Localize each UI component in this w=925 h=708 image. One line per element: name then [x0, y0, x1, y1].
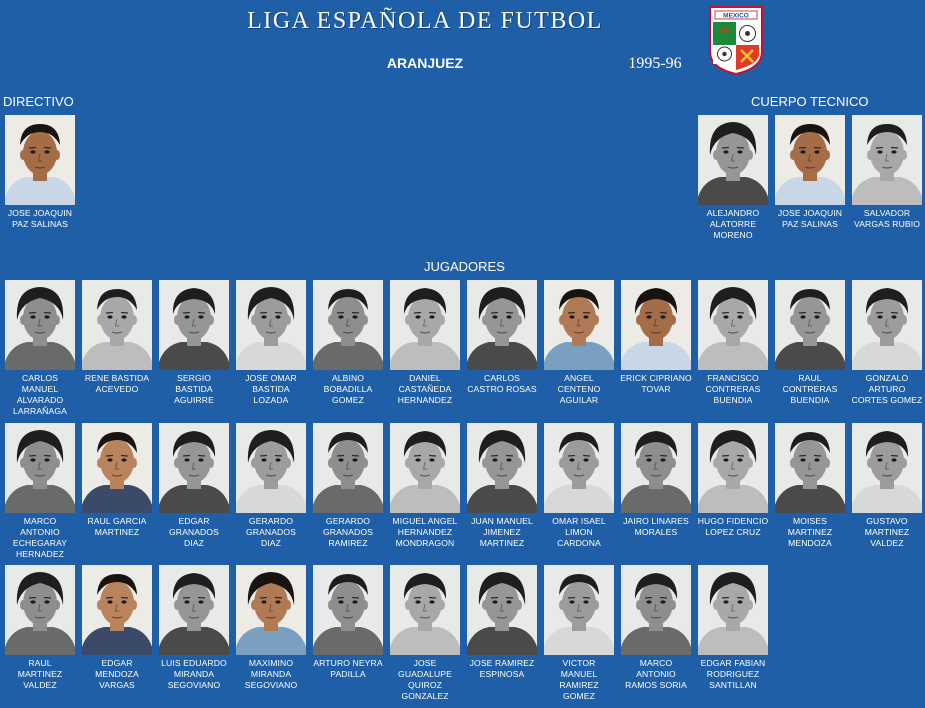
jugadores-card-carlos-castro-rosas: [465, 280, 539, 395]
person-name: CARLOS CASTRO ROSAS: [467, 373, 537, 394]
person-name: RAUL MARTINEZ VALDEZ: [17, 658, 63, 690]
portrait-photo: [698, 565, 768, 655]
person-name: JAIRO LINARES MORALES: [623, 516, 689, 537]
person-name: GONZALO ARTURO CORTES GOMEZ: [851, 373, 923, 405]
portrait-photo: [159, 565, 229, 655]
jugadores-card-moises-martinez-mendoza: [773, 423, 847, 549]
portrait-photo: [621, 565, 691, 655]
person-name: GUSTAVO MARTINEZ VALDEZ: [864, 516, 910, 548]
season-label: 1995-96: [628, 55, 682, 72]
jugadores-card-maximino-miranda-segoviano: [234, 565, 308, 691]
portrait-photo: [390, 423, 460, 513]
portrait-photo: [544, 280, 614, 370]
portrait-photo: [390, 565, 460, 655]
person-name: RAUL GARCIA MARTINEZ: [87, 516, 147, 537]
portrait-photo: [5, 423, 75, 513]
jugadores-heading: JUGADORES: [424, 259, 505, 274]
person-name: ALBINO BOBADILLA GOMEZ: [323, 373, 373, 405]
jugadores-card-gustavo-martinez-valdez: [850, 423, 924, 549]
portrait-photo: [621, 423, 691, 513]
portrait-photo: [852, 280, 922, 370]
person-name: VICTOR MANUEL RAMIREZ GOMEZ: [559, 658, 599, 701]
jugadores-card-raul-martinez-valdez: [3, 565, 77, 691]
jugadores-card-jairo-linares-morales: [619, 423, 693, 538]
jugadores-card-rene-bastida-acevedo: [80, 280, 154, 395]
person-name: JOSE OMAR BASTIDA LOZADA: [245, 373, 297, 405]
portrait-photo: [544, 423, 614, 513]
person-name: JOSE JOAQUIN PAZ SALINAS: [7, 208, 73, 229]
portrait-photo: [390, 280, 460, 370]
jugadores-card-daniel-castaneda-hernandez: [388, 280, 462, 406]
portrait-photo: [82, 280, 152, 370]
portrait-photo: [775, 423, 845, 513]
person-name: GERARDO GRANADOS RAMIREZ: [323, 516, 373, 548]
person-name: EDGAR MENDOZA VARGAS: [95, 658, 139, 690]
page-title: LIGA ESPAÑOLA DE FUTBOL: [247, 8, 603, 34]
portrait-photo: [467, 423, 537, 513]
person-name: ANGEL CENTENO AGUILAR: [557, 373, 601, 405]
portrait-photo: [5, 115, 75, 205]
portrait-photo: [467, 565, 537, 655]
jugadores-card-francisco-contreras-buendia: [696, 280, 770, 406]
jugadores-card-jose-guadalupe-quiroz-gonzalez: [388, 565, 462, 702]
person-name: MARCO ANTONIO ECHEGARAY HERNADEZ: [12, 516, 68, 559]
person-name: JOSE JOAQUIN PAZ SALINAS: [777, 208, 843, 229]
portrait-photo: [82, 423, 152, 513]
portrait-photo: [313, 280, 383, 370]
portrait-photo: [698, 280, 768, 370]
jugadores-card-edgar-fabian-rodriguez-santillan: [696, 565, 770, 691]
portrait-photo: [313, 423, 383, 513]
portrait-photo: [159, 423, 229, 513]
person-name: SERGIO BASTIDA AGUIRRE: [174, 373, 214, 405]
cuerpo_tecnico-card-salvador-vargas-rubio: [850, 115, 924, 230]
person-name: JUAN MANUEL JIMENEZ MARTINEZ: [471, 516, 533, 548]
portrait-photo: [236, 565, 306, 655]
crest-label: MEXICO: [723, 12, 749, 20]
jugadores-card-juan-manuel-jimenez-martinez: [465, 423, 539, 549]
portrait-photo: [698, 423, 768, 513]
cuerpo_tecnico-card-alejandro-alatorre-moreno: [696, 115, 770, 241]
person-name: JOSE GUADALUPE QUIROZ GONZALEZ: [398, 658, 452, 701]
portrait-photo: [775, 280, 845, 370]
jugadores-card-albino-bobadilla-gomez: [311, 280, 385, 406]
person-name: EDGAR GRANADOS DIAZ: [169, 516, 219, 548]
jugadores-card-gerardo-granados-diaz: [234, 423, 308, 549]
jugadores-card-gerardo-granados-ramirez: [311, 423, 385, 549]
jugadores-card-omar-isael-limon-cardona: [542, 423, 616, 549]
jugadores-card-jose-omar-bastida-lozada: [234, 280, 308, 406]
person-name: SALVADOR VARGAS RUBIO: [854, 208, 920, 229]
person-name: MIGUEL ANGEL HERNANDEZ MONDRAGON: [392, 516, 458, 548]
jugadores-card-erick-cipriano-tovar: [619, 280, 693, 395]
portrait-photo: [852, 115, 922, 205]
portrait-photo: [82, 565, 152, 655]
jugadores-card-edgar-mendoza-vargas: [80, 565, 154, 691]
person-name: ARTURO NEYRA PADILLA: [313, 658, 383, 679]
person-name: FRANCISCO CONTRERAS BUENDIA: [705, 373, 761, 405]
jugadores-card-luis-eduardo-miranda-segoviano: [157, 565, 231, 691]
jugadores-card-raul-contreras-buendia: [773, 280, 847, 406]
jugadores-card-raul-garcia-martinez: [80, 423, 154, 538]
jugadores-card-arturo-neyra-padilla: [311, 565, 385, 680]
directivo-heading: DIRECTIVO: [3, 94, 74, 109]
jugadores-card-hugo-fidencio-lopez-cruz: [696, 423, 770, 538]
portrait-photo: [775, 115, 845, 205]
portrait-photo: [5, 280, 75, 370]
person-name: ALEJANDRO ALATORRE MORENO: [706, 208, 760, 240]
portrait-photo: [621, 280, 691, 370]
portrait-photo: [852, 423, 922, 513]
portrait-photo: [159, 280, 229, 370]
jugadores-card-edgar-granados-diaz: [157, 423, 231, 549]
person-name: OMAR ISAEL LIMON CARDONA: [552, 516, 606, 548]
person-name: HUGO FIDENCIO LOPEZ CRUZ: [697, 516, 769, 537]
person-name: RAUL CONTRERAS BUENDIA: [782, 373, 838, 405]
jugadores-card-victor-manuel-ramirez-gomez: [542, 565, 616, 702]
person-name: EDGAR FABIAN RODRIGUEZ SANTILLAN: [700, 658, 766, 690]
portrait-photo: [236, 280, 306, 370]
person-name: MARCO ANTONIO RAMOS SORIA: [625, 658, 687, 690]
person-name: JOSE RAMIREZ ESPINOSA: [469, 658, 535, 679]
jugadores-card-marco-antonio-ramos-soria: [619, 565, 693, 691]
jugadores-card-miguel-angel-hernandez-mondragon: [388, 423, 462, 549]
jugadores-card-gonzalo-arturo-cortes-gomez: [850, 280, 924, 406]
person-name: ERICK CIPRIANO TOVAR: [620, 373, 692, 394]
jugadores-card-carlos-manuel-alvarado-larranaga: [3, 280, 77, 417]
person-name: RENE BASTIDA ACEVEDO: [84, 373, 150, 394]
mexico-crest-icon: [707, 4, 765, 76]
person-name: MOISES MARTINEZ MENDOZA: [787, 516, 833, 548]
person-name: DANIEL CASTAÑEDA HERNANDEZ: [397, 373, 453, 405]
portrait-photo: [313, 565, 383, 655]
person-name: MAXIMINO MIRANDA SEGOVIANO: [244, 658, 298, 690]
directivo-card-jose-joaquin-paz-salinas: [3, 115, 77, 230]
portrait-photo: [236, 423, 306, 513]
portrait-photo: [5, 565, 75, 655]
jugadores-card-jose-ramirez-espinosa: [465, 565, 539, 680]
portrait-photo: [467, 280, 537, 370]
portrait-photo: [698, 115, 768, 205]
team-name: ARANJUEZ: [386, 55, 464, 71]
cuerpo_tecnico-card-jose-joaquin-paz-salinas: [773, 115, 847, 230]
cuerpo-tecnico-heading: CUERPO TECNICO: [751, 94, 869, 109]
person-name: LUIS EDUARDO MIRANDA SEGOVIANO: [161, 658, 227, 690]
portrait-photo: [544, 565, 614, 655]
jugadores-card-sergio-bastida-aguirre: [157, 280, 231, 406]
jugadores-card-marco-antonio-echegaray-hernadez: [3, 423, 77, 560]
jugadores-card-angel-centeno-aguilar: [542, 280, 616, 406]
person-name: CARLOS MANUEL ALVARADO LARRAÑAGA: [13, 373, 67, 416]
person-name: GERARDO GRANADOS DIAZ: [246, 516, 296, 548]
